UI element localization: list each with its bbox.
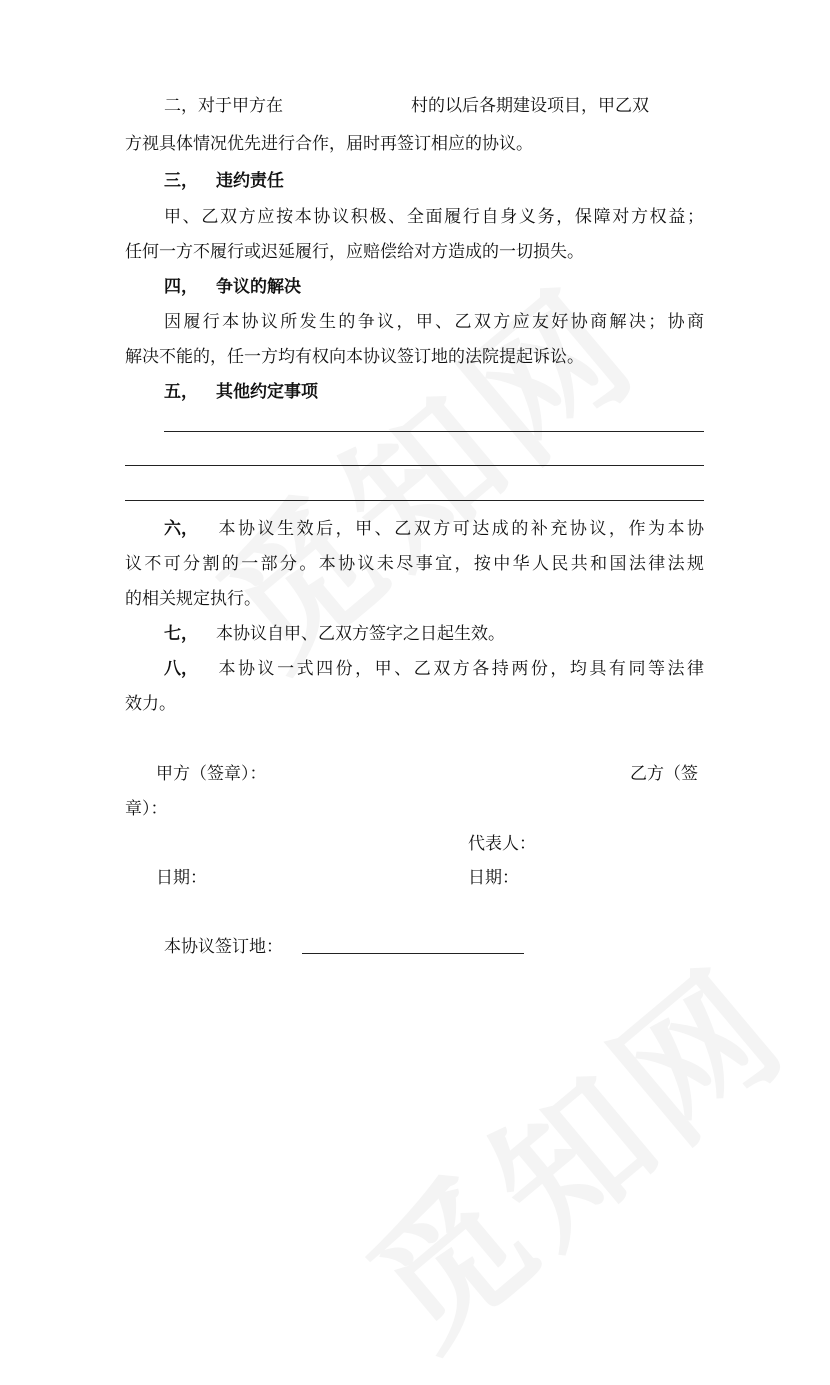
section3-line2: 任何一方不履行或迟延履行，应赔偿给对方造成的一切损失。 (125, 242, 584, 262)
section7-line (164, 622, 505, 646)
section4-heading-num: 四， (164, 277, 198, 297)
section6-line1 (164, 517, 704, 541)
section4-line1: 因履行本协议所发生的争议，甲、乙双方应友好协商解决；协商 (164, 312, 704, 332)
section6-line3: 的相关规定执行。 (125, 589, 261, 609)
section8-num: 八， (164, 659, 198, 679)
section4-heading-text: 争议的解决 (216, 277, 301, 297)
section5-heading (164, 380, 318, 404)
section2-line1 (164, 94, 649, 118)
section7-num: 七， (164, 624, 198, 644)
party-a-date: 日期： (156, 868, 207, 888)
blank-line-1 (164, 431, 704, 432)
section4-heading (164, 275, 301, 299)
section3-heading-num: 三， (164, 171, 198, 191)
watermark-bottom (317, 911, 824, 1385)
section3-heading-text: 违约责任 (216, 171, 284, 191)
section3-line1: 甲、乙双方应按本协议积极、全面履行自身义务，保障对方权益； (164, 207, 704, 227)
signing-place-blank (302, 953, 524, 954)
section2-line1-after: 村的以后各期建设项目，甲乙双 (411, 96, 649, 116)
section5-heading-num: 五， (164, 382, 198, 402)
section7-text: 本协议自甲、乙双方签字之日起生效。 (216, 624, 505, 644)
section2-line1-before: 二，对于甲方在 (164, 96, 283, 116)
section5-heading-text: 其他约定事项 (216, 382, 318, 402)
section6-line2: 议不可分割的一部分。本协议未尽事宜，按中华人民共和国法律法规 (125, 554, 704, 574)
signing-place-label: 本协议签订地： (164, 937, 283, 957)
party-b-date: 日期： (468, 868, 519, 888)
section8-line2: 效力。 (125, 694, 176, 714)
section6-num: 六， (164, 519, 198, 539)
representative-label: 代表人： (468, 834, 536, 854)
party-b-signature-line1: 乙方（签 (630, 764, 698, 784)
section8-line1 (164, 657, 704, 681)
section3-heading (164, 169, 284, 193)
party-a-signature: 甲方（签章）： (156, 764, 267, 784)
blank-line-3 (125, 500, 704, 501)
party-b-signature-line2: 章）： (125, 799, 168, 819)
section8-line1-text: 本协议一式四份，甲、乙双方各持两份，均具有同等法律 (216, 659, 704, 679)
blank-line-2 (125, 465, 704, 466)
section6-line1-text: 本协议生效后，甲、乙双方可达成的补充协议，作为本协 (216, 519, 704, 539)
section4-line2: 解决不能的，任一方均有权向本协议签订地的法院提起诉讼。 (125, 347, 584, 367)
section2-line2: 方视具体情况优先进行合作，届时再签订相应的协议。 (125, 134, 533, 154)
